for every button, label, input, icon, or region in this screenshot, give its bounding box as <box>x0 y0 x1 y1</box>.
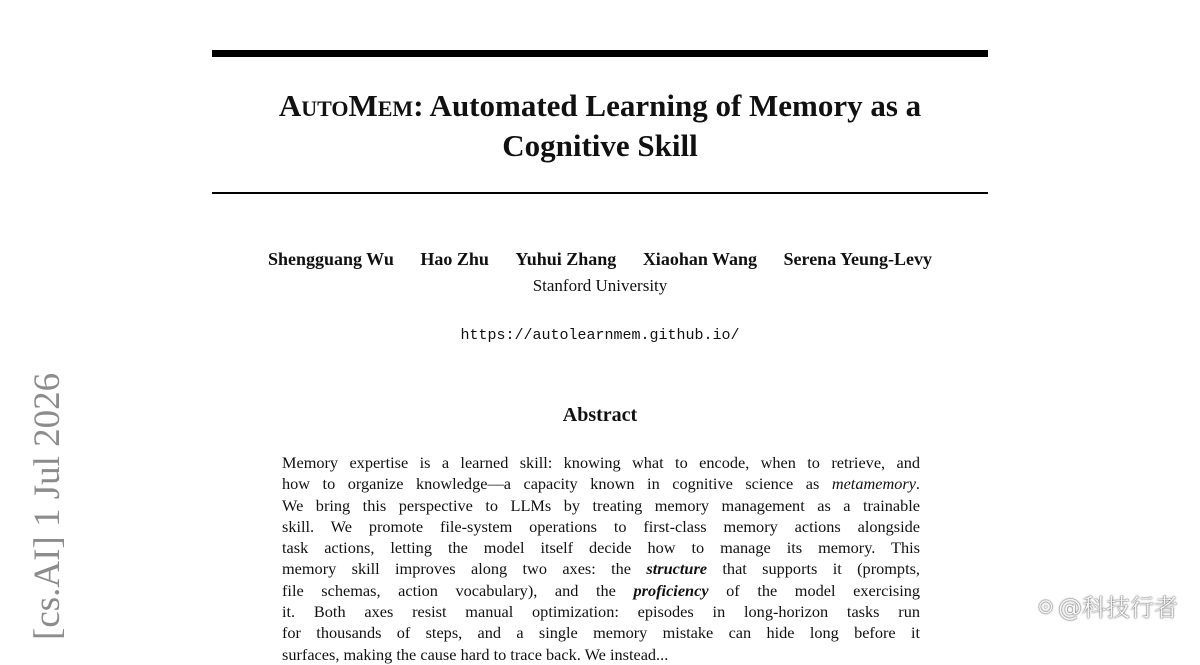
abstract-segment: surfaces, making the cause hard to trace back. We instead... <box>282 644 669 664</box>
abstract-segment: it. Both axes resist manual optimization: episodes in long-horizon tasks run <box>282 602 920 622</box>
abstract-emphasis: structure <box>646 559 708 579</box>
abstract-segment: We bring this perspective to LLMs by treating memory management as a trainable <box>282 495 920 515</box>
paper-title <box>212 86 988 166</box>
author-name: Yuhui Zhang <box>515 249 617 269</box>
abstract-segment: task actions, letting the model itself decide how to manage its memory. This <box>282 538 920 558</box>
abstract-emphasis: proficiency <box>633 580 709 600</box>
abstract-line <box>282 601 920 622</box>
abstract-line <box>282 644 920 665</box>
abstract-segment: memory skill improves along two axes: the <box>282 559 647 579</box>
author-name: Serena Yeung-Levy <box>783 249 933 269</box>
title-bottom-rule <box>212 192 988 194</box>
weibo-logo-icon: ⊙ <box>1037 593 1054 618</box>
abstract-line <box>282 558 920 579</box>
abstract-line <box>282 580 920 601</box>
abstract-line <box>282 495 920 516</box>
title-system-name: AutoMem <box>278 88 414 123</box>
affiliation: Stanford University <box>532 276 668 295</box>
author-name: Xiaohan Wang <box>642 249 758 269</box>
abstract-segment: file schemas, action vocabulary), and the <box>282 580 634 600</box>
abstract-text <box>282 452 921 664</box>
author-name: Shengguang Wu <box>267 249 394 269</box>
project-url[interactable]: https://autolearnmem.github.io/ <box>460 327 740 344</box>
author-name: Hao Zhu <box>420 249 489 269</box>
arxiv-sidebar-stamp: [cs.AI] 1 Jul 2026 <box>27 372 68 640</box>
abstract-line <box>282 622 920 643</box>
abstract-line <box>282 452 920 473</box>
abstract-segment: for thousands of steps, and a single memory mistake can hide long before it <box>282 623 920 643</box>
abstract-segment: that supports it (prompts, <box>707 559 920 579</box>
source-watermark <box>1037 588 1178 623</box>
abstract-segment: Memory expertise is a learned skill: knowing what to encode, when to retrieve, and <box>282 453 920 472</box>
abstract-heading: Abstract <box>562 404 638 426</box>
abstract-segment: how to organize knowledge—a capacity known in cognitive science as <box>282 474 832 494</box>
watermark-text: @科技行者 <box>1058 594 1178 622</box>
abstract-line <box>282 516 920 537</box>
abstract-emphasis: metamemory <box>831 474 916 494</box>
abstract-line <box>282 537 920 558</box>
top-rule <box>212 50 988 57</box>
abstract-line <box>282 473 920 494</box>
author-list <box>212 248 988 270</box>
abstract-segment: . <box>915 474 920 494</box>
abstract-segment: skill. We promote file-system operations to first-class memory actions alongside <box>282 516 920 536</box>
title-line-2: Cognitive Skill <box>502 128 698 163</box>
title-line-1: : Automated Learning of Memory as a <box>413 88 922 123</box>
abstract-segment: of the model exercising <box>708 580 921 600</box>
